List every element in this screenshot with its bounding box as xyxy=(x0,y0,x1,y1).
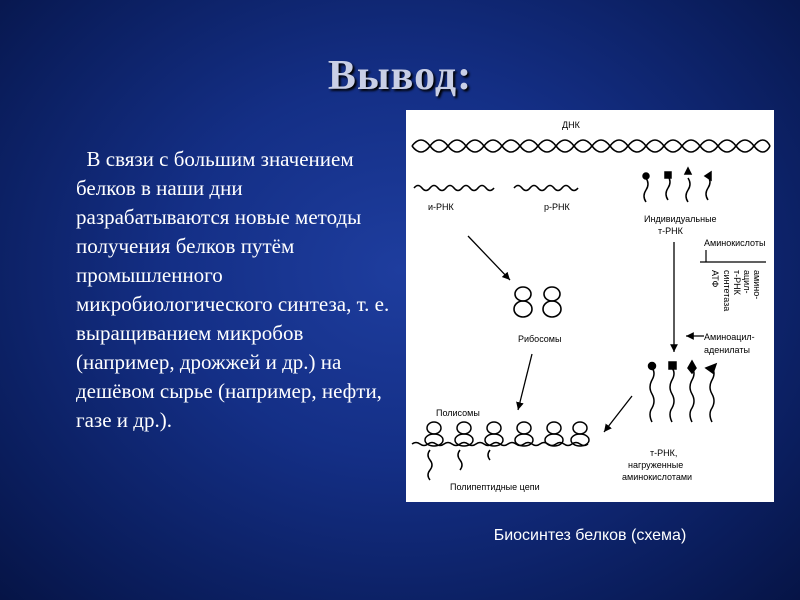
trna-individual-label-2: т-РНК xyxy=(658,226,683,236)
slide-title: Вывод: xyxy=(327,53,473,99)
trna-individual-label-1: Индивидуальные xyxy=(644,214,717,224)
ribosomes xyxy=(514,287,561,317)
loaded-trna-label-3: аминокислотами xyxy=(622,472,693,482)
svg-text:т-РНК: т-РНК xyxy=(732,270,742,295)
rrna-label: р-РНК xyxy=(544,202,570,212)
loaded-trna-label-2: нагруженные xyxy=(628,460,684,470)
adenylates-label-1: Аминоацил- xyxy=(704,332,755,342)
trna-molecules-top xyxy=(643,168,711,202)
arrow-mrna-to-ribosomes xyxy=(468,236,510,280)
dna-helix xyxy=(412,140,770,152)
dna-label: ДНК xyxy=(562,120,580,130)
mrna-strand xyxy=(414,186,494,191)
conclusion-text: В связи с большим значением белков в наши дни разрабатываются новые методы получения белков путём промышленного микробиологического синтеза, т. е. выращиванием микробов (например, дрожжей и др.) на дешёвом сырье (например, нефти, газе и др.). xyxy=(76,147,395,432)
polypeptide-label: Полипептидные цепи xyxy=(450,482,540,492)
diagram-svg xyxy=(406,110,774,502)
trna-loaded-molecules xyxy=(649,361,717,422)
svg-text:синтетаза: синтетаза xyxy=(722,270,732,312)
polysomes-label: Полисомы xyxy=(436,408,480,418)
ribosomes-label: Рибосомы xyxy=(518,334,562,344)
svg-text:АТФ: АТФ xyxy=(710,270,720,288)
arrow-trna-to-polysomes xyxy=(604,396,632,432)
amino-acids-label: Аминокислоты xyxy=(704,238,766,248)
rrna-strand xyxy=(514,186,578,191)
protein-biosynthesis-diagram xyxy=(406,110,774,502)
loaded-trna-label-1: т-РНК, xyxy=(650,448,678,458)
adenylates-label-2: аденилаты xyxy=(704,345,750,355)
synthetase-vertical-labels xyxy=(710,270,762,311)
mrna-label: и-РНК xyxy=(428,202,454,212)
svg-text:амино-: амино- xyxy=(752,270,762,300)
arrow-ribosomes-to-polysomes xyxy=(518,354,532,410)
figure-caption: Биосинтез белков (схема) xyxy=(493,527,687,544)
polysome-chain xyxy=(412,422,589,480)
svg-text:ацил-: ацил- xyxy=(742,270,752,294)
